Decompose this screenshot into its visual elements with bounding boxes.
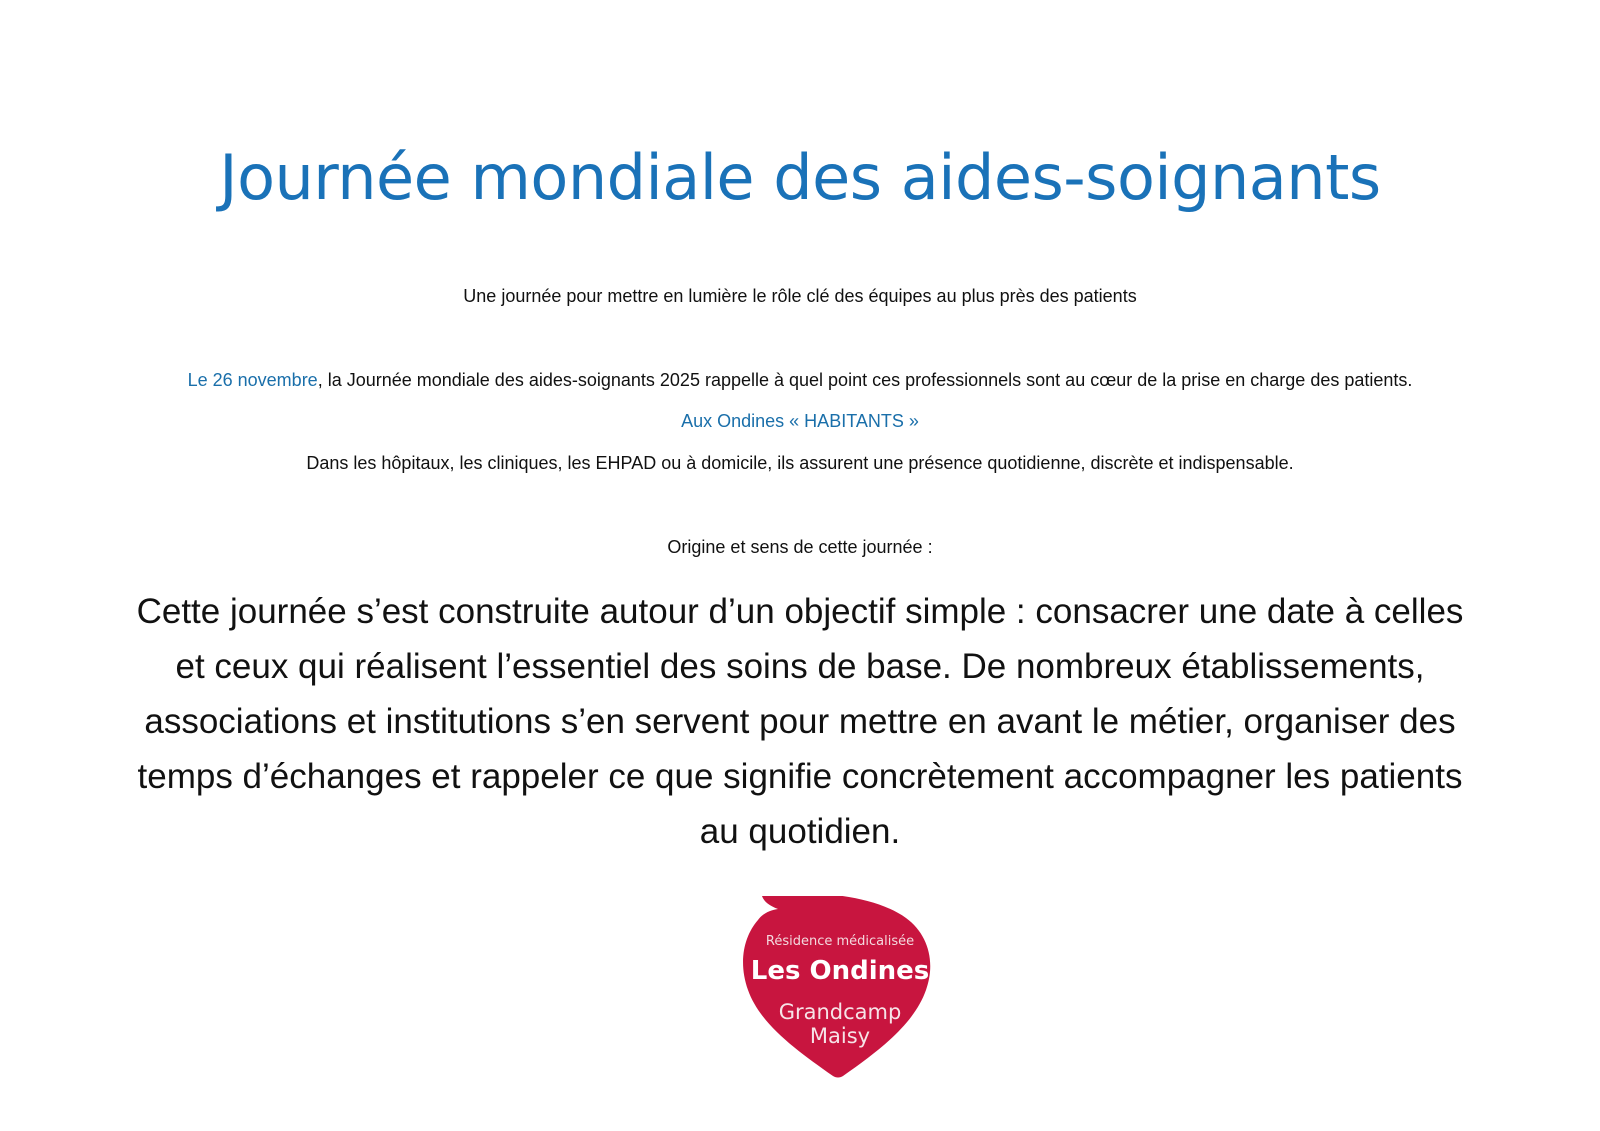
logo-subtitle: Résidence médicalisée — [765, 934, 915, 949]
date-paragraph-rest: , la Journée mondiale des aides-soignants 2025 rappelle à quel point ces professionnels sont au cœur de la prise en charge des patients. — [317, 370, 1413, 390]
subtitle: Une journée pour mettre en lumière le rôle clé des équipes au plus près des patients — [463, 286, 1137, 306]
logo-town-1: Grandcamp — [778, 1000, 902, 1024]
logo-name: Les Ondines — [750, 956, 930, 986]
date-paragraph — [0, 368, 1600, 392]
places-line: Dans les hôpitaux, les cliniques, les EHPAD ou à domicile, ils assurent une présence quotidienne, discrète et indispensable. — [306, 453, 1294, 473]
date-highlight: Le 26 novembre — [187, 370, 318, 390]
body-paragraph: Cette journée s’est construite autour d’un objectif simple : consacrer une date à celles et ceux qui réalisent l’essentiel des soins de base. De nombreux établissements, associations et institutions s’en servent pour mettre en avant le métier, organiser des temps d’échanges et rappeler ce que signifie concrètement accompagner les patients au quotidien. — [136, 592, 1464, 851]
origin-heading: Origine et sens de cette journée : — [667, 537, 933, 557]
heart-logo-shape — [740, 896, 940, 1086]
logo-town-2: Maisy — [809, 1024, 871, 1048]
les-ondines-logo — [740, 896, 940, 1086]
page-title: Journée mondiale des aides-soignants — [219, 141, 1381, 214]
ondines-line: Aux Ondines « HABITANTS » — [681, 411, 919, 431]
